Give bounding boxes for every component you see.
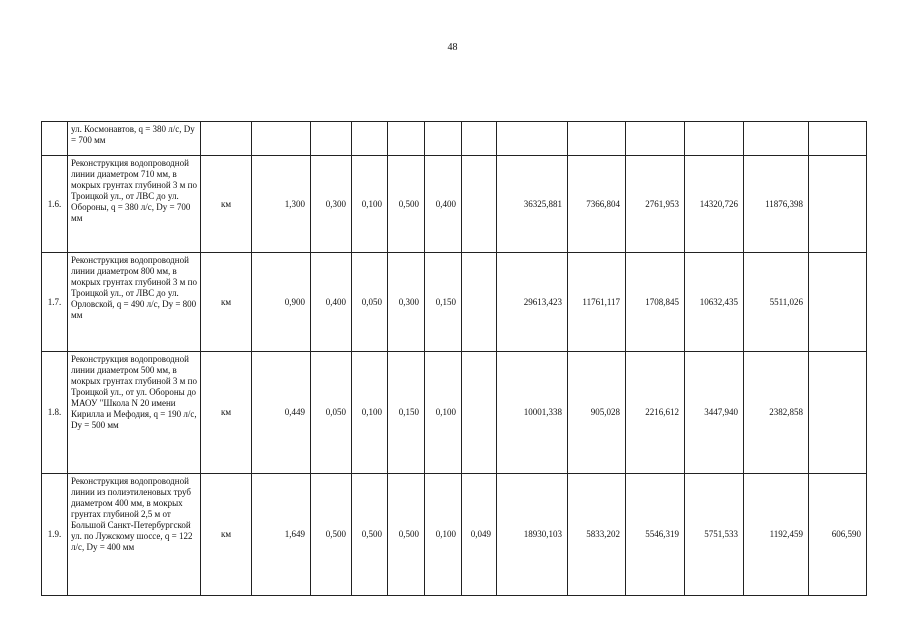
table-row <box>42 474 867 596</box>
cost-5-cell <box>809 122 867 156</box>
cost-3-cell <box>685 122 744 156</box>
row-number-cell: 1.6. <box>42 156 68 253</box>
volume-5-cell <box>462 253 497 352</box>
row-number-cell: 1.8. <box>42 352 68 474</box>
volume-2-cell: 0,100 <box>352 156 388 253</box>
page-number: 48 <box>447 42 458 53</box>
cost-2-cell: 2761,953 <box>626 156 685 253</box>
volume-5-cell: 0,049 <box>462 474 497 596</box>
volume-4-cell: 0,100 <box>425 474 462 596</box>
cost-5-cell <box>809 253 867 352</box>
description-cell: Реконструкция водопроводной линии диаметром 800 мм, в мокрых грунтах глубиной 3 м по Троицкой ул., от ЛВС до ул. Орловской, q = 490 л/с, Dy = 800 мм <box>68 253 201 352</box>
cost-1-cell: 11761,117 <box>568 253 626 352</box>
volume-3-cell: 0,500 <box>388 156 425 253</box>
description-cell: Реконструкция водопроводной линии диаметром 710 мм, в мокрых грунтах глубиной 3 м по Троицкой ул., от ЛВС до ул. Обороны, q = 380 л/с, Dy = 700 мм <box>68 156 201 253</box>
cost-2-cell: 1708,845 <box>626 253 685 352</box>
length-cell: 1,649 <box>252 474 311 596</box>
volume-5-cell <box>462 352 497 474</box>
cost-4-cell: 2382,858 <box>744 352 809 474</box>
row-number-cell: 1.9. <box>42 474 68 596</box>
volume-2-cell: 0,050 <box>352 253 388 352</box>
total-cost-cell: 18930,103 <box>497 474 568 596</box>
total-cost-cell: 36325,881 <box>497 156 568 253</box>
volume-4-cell: 0,100 <box>425 352 462 474</box>
unit-cell <box>201 122 252 156</box>
description-cell: ул. Космонавтов, q = 380 л/с, Dy = 700 мм <box>68 122 201 156</box>
row-number-cell: 1.7. <box>42 253 68 352</box>
length-cell: 0,900 <box>252 253 311 352</box>
volume-3-cell: 0,300 <box>388 253 425 352</box>
cost-3-cell: 14320,726 <box>685 156 744 253</box>
volume-3-cell: 0,500 <box>388 474 425 596</box>
volume-5-cell <box>462 156 497 253</box>
length-cell: 0,449 <box>252 352 311 474</box>
unit-cell: км <box>201 156 252 253</box>
volume-1-cell <box>311 122 352 156</box>
description-cell: Реконструкция водопроводной линии диаметром 500 мм, в мокрых грунтах глубиной 3 м по Троицкой ул., от ул. Обороны до МАОУ "Школа N 20 имени Кирилла и Мефодия, q = 190 л/с, Dy = 500 мм <box>68 352 201 474</box>
cost-1-cell <box>568 122 626 156</box>
volume-4-cell: 0,400 <box>425 156 462 253</box>
cost-4-cell <box>744 122 809 156</box>
cost-3-cell: 10632,435 <box>685 253 744 352</box>
cost-1-cell: 7366,804 <box>568 156 626 253</box>
volume-3-cell <box>388 122 425 156</box>
cost-table <box>41 121 867 596</box>
cost-4-cell: 5511,026 <box>744 253 809 352</box>
table-row <box>42 352 867 474</box>
cost-2-cell <box>626 122 685 156</box>
volume-1-cell: 0,300 <box>311 156 352 253</box>
description-cell: Реконструкция водопроводной линии из полиэтиленовых труб диаметром 400 мм, в мокрых грунтах глубиной 2,5 м от Большой Санкт-Петербургской ул. по Лужскому шоссе, q = 122 л/с, Dy = 400 мм <box>68 474 201 596</box>
volume-1-cell: 0,500 <box>311 474 352 596</box>
volume-4-cell: 0,150 <box>425 253 462 352</box>
volume-2-cell: 0,100 <box>352 352 388 474</box>
table-row <box>42 122 867 156</box>
table-row <box>42 253 867 352</box>
volume-3-cell: 0,150 <box>388 352 425 474</box>
total-cost-cell: 10001,338 <box>497 352 568 474</box>
cost-5-cell: 606,590 <box>809 474 867 596</box>
table-row <box>42 156 867 253</box>
volume-2-cell: 0,500 <box>352 474 388 596</box>
cost-4-cell: 11876,398 <box>744 156 809 253</box>
volume-2-cell <box>352 122 388 156</box>
volume-1-cell: 0,400 <box>311 253 352 352</box>
cost-1-cell: 5833,202 <box>568 474 626 596</box>
length-cell: 1,300 <box>252 156 311 253</box>
cost-2-cell: 2216,612 <box>626 352 685 474</box>
unit-cell: км <box>201 253 252 352</box>
total-cost-cell: 29613,423 <box>497 253 568 352</box>
cost-5-cell <box>809 352 867 474</box>
total-cost-cell <box>497 122 568 156</box>
cost-3-cell: 3447,940 <box>685 352 744 474</box>
unit-cell: км <box>201 474 252 596</box>
length-cell <box>252 122 311 156</box>
volume-1-cell: 0,050 <box>311 352 352 474</box>
cost-2-cell: 5546,319 <box>626 474 685 596</box>
cost-3-cell: 5751,533 <box>685 474 744 596</box>
volume-5-cell <box>462 122 497 156</box>
unit-cell: км <box>201 352 252 474</box>
row-number-cell <box>42 122 68 156</box>
cost-1-cell: 905,028 <box>568 352 626 474</box>
cost-5-cell <box>809 156 867 253</box>
cost-4-cell: 1192,459 <box>744 474 809 596</box>
volume-4-cell <box>425 122 462 156</box>
